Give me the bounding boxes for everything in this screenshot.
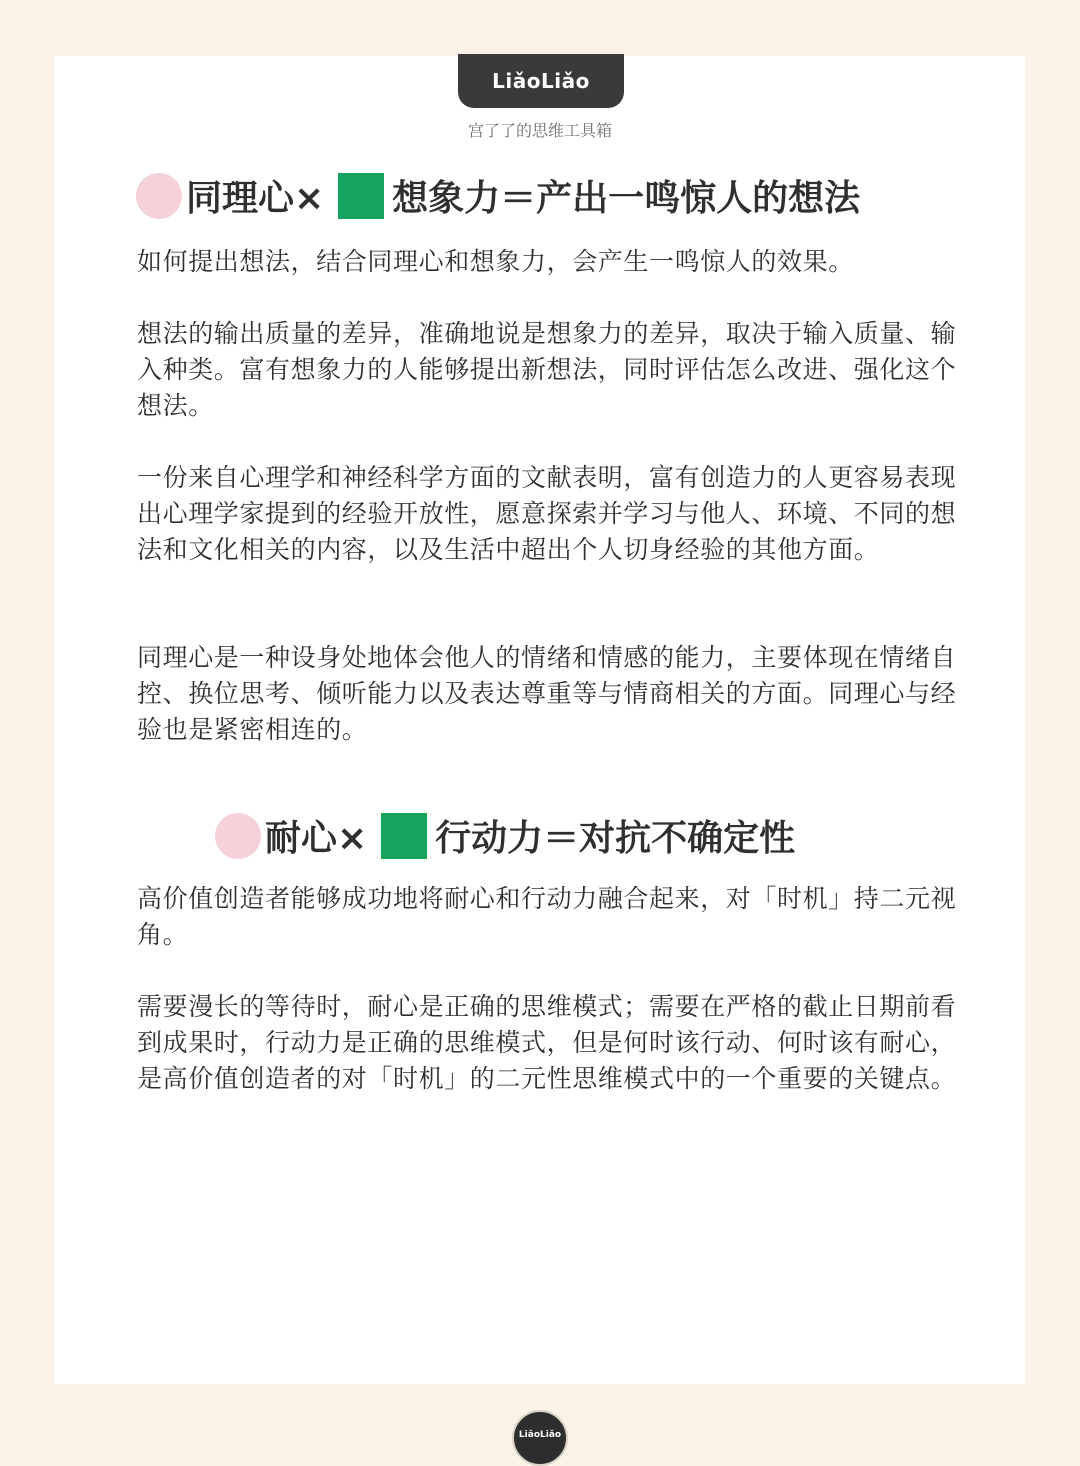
- section-1-paragraph: 一份来自心理学和神经科学方面的文献表明，富有创造力的人更容易表现出心理学家提到的经验开放性，愿意探索并学习与他人、环境、不同的想法和文化相关的内容，以及生活中超出个人切身经验的其他方面。: [137, 463, 957, 564]
- section-1-title-part1: 同理心×: [186, 178, 325, 219]
- section-1-paragraph: 同理心是一种设身处地体会他人的情绪和情感的能力，主要体现在情绪自控、换位思考、倾听能力以及表达尊重等与情商相关的方面。同理心与经验也是紧密相连的。: [137, 643, 957, 744]
- section-1-paragraph: 如何提出想法，结合同理心和想象力，会产生一鸣惊人的效果。: [137, 247, 854, 276]
- section-1-paragraph: 想法的输出质量的差异，准确地说是想象力的差异，取决于输入质量、输入种类。富有想象力的人能够提出新想法，同时评估怎么改进、强化这个想法。: [137, 319, 957, 420]
- section-2-heading: [215, 810, 795, 861]
- brand-logo-text: LiǎoLiǎo: [492, 69, 590, 93]
- green-square-icon: [338, 173, 384, 219]
- page-subtitle: 宫了了的思维工具箱: [467, 121, 612, 140]
- section-1-heading: [136, 170, 860, 221]
- green-square-icon: [381, 813, 427, 859]
- footer-badge: [512, 1410, 568, 1466]
- pink-dot-icon: [215, 813, 261, 859]
- section-1-title-part2: 想象力＝产出一鸣惊人的想法: [392, 178, 861, 219]
- footer-badge-text: LiǎoLiǎo: [518, 1430, 562, 1440]
- brand-logo: [458, 54, 624, 108]
- section-2-title-part2: 行动力＝对抗不确定性: [435, 818, 796, 859]
- pink-dot-icon: [136, 173, 182, 219]
- section-2-paragraph: 高价值创造者能够成功地将耐心和行动力融合起来，对「时机」持二元视角。: [137, 884, 957, 949]
- section-2-title-part1: 耐心×: [265, 818, 368, 859]
- section-2-paragraph: 需要漫长的等待时，耐心是正确的思维模式；需要在严格的截止日期前看到成果时，行动力是正确的思维模式，但是何时该行动、何时该有耐心，是高价值创造者的对「时机」的二元性思维模式中的一个重要的关键点。: [137, 992, 957, 1093]
